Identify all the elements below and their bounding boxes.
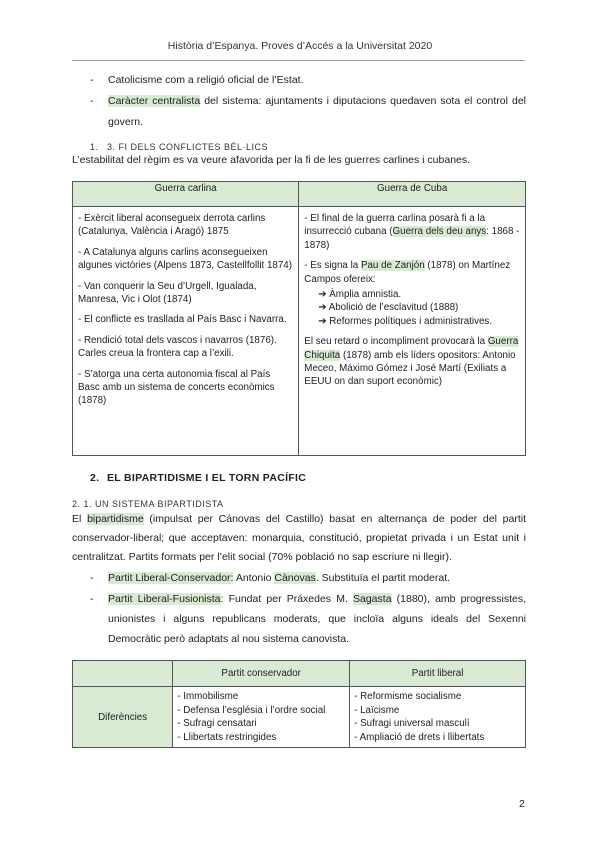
highlighted-term: Partit Liberal-Fusionista — [108, 593, 221, 605]
table-header-cuba: Guerra de Cuba — [299, 182, 526, 207]
table-paragraph: - Es signa la Pau de Zanjón (1878) on Martínez Campos ofereix: — [304, 260, 511, 285]
wars-table — [72, 181, 526, 456]
highlighted-term: Guerra Chiquita — [304, 336, 519, 361]
table-paragraph: - El final de la guerra carlina posarà fi a la insurrecció cubana (Guerra dels deu anys: 1868 - 1878) — [304, 213, 520, 251]
table-line: - Immobilisme — [177, 691, 239, 702]
table-header-carlina: Guerra carlina — [73, 182, 299, 207]
table-header-liberal: Partit liberal — [350, 661, 526, 687]
arrow-item: ➔ Abolició de l’esclavitud (1888) — [318, 302, 459, 314]
page-header: Història d’Espanya. Proves d’Accés a la Universitat 2020 — [167, 40, 433, 52]
conservador-cell — [173, 687, 350, 748]
arrow-item: ➔ Àmplia amnistia. — [318, 289, 402, 301]
section-intro: L’estabilitat del règim es va veure afavorida per la fi de les guerres carlines i cubanes. — [72, 154, 471, 166]
header-divider — [72, 60, 525, 61]
highlighted-term: bipartidisme — [87, 513, 144, 525]
table-header-empty — [73, 661, 173, 687]
highlighted-term: Partit Liberal-Conservador: — [108, 572, 234, 584]
highlighted-term: Sagasta — [353, 593, 392, 605]
table-header-conservador: Partit conservador — [173, 661, 350, 687]
table-paragraph: - Exèrcit liberal aconsegueix derrota carlins (Catalunya, València i Aragó) 1875 — [78, 213, 266, 238]
highlighted-term: Pau de Zanjón — [360, 260, 425, 272]
list-item — [90, 70, 526, 91]
arrow-icon: ➔ — [318, 315, 327, 327]
arrow-item: ➔ Reformes polítiques i administratives. — [318, 315, 493, 327]
table-paragraph: - El conflicte es trasllada al País Basc i Navarra. — [78, 314, 287, 326]
arrow-icon: ➔ — [318, 302, 327, 314]
highlighted-term: Caràcter centralista — [108, 95, 201, 107]
bullet-dash: - — [90, 74, 94, 86]
list-item: - Partit Liberal-Fusionista: Fundat per Práxedes M. Sagasta (1880), amb progressistes, unionistes i alguns republicans moderats, que incloïa alguns ideals del Sexenni Democràtic però adaptats al nou sistema canovista. — [90, 589, 526, 649]
liberal-cell — [350, 687, 526, 748]
table-line: - Defensa l’església i l’ordre social — [177, 704, 326, 716]
table-paragraph: - S’atorga una certa autonomia fiscal al País Basc amb un sistema de concerts econòmics (1878) — [78, 368, 275, 407]
table-line: - Laïcisme — [354, 704, 400, 716]
table-paragraph: El seu retard o incompliment provocarà la Guerra Chiquita (1878) amb els líders opositors: Antonio Meceo, Máximo Gómez i José Martí (Exiliats a EEUU on dan suport econòmic) — [304, 336, 519, 388]
section-number: 1. — [90, 142, 99, 152]
page-number: 2 — [519, 798, 525, 810]
arrow-icon: ➔ — [318, 289, 327, 301]
table-line: - Sufragi universal masculí — [354, 718, 470, 729]
highlighted-term: Cànovas — [274, 572, 316, 584]
bullet-text: Catolicisme com a religió oficial de l’Estat. — [108, 74, 304, 86]
list-item: - Partit Liberal-Conservador: Antonio Cànovas. Substituïa el partit moderat. — [90, 568, 526, 588]
cuba-cell — [299, 207, 526, 456]
list-item — [90, 91, 526, 133]
highlighted-term: Guerra dels deu anys — [392, 226, 487, 238]
top-bullet-list — [90, 70, 526, 133]
bullet-dash: - — [90, 95, 94, 107]
section-title: 3. FI DELS CONFLICTES BÈL·LICS — [107, 142, 269, 152]
parties-table — [72, 660, 526, 748]
subsection-title: 2. 1. UN SISTEMA BIPARTIDISTA — [72, 499, 224, 509]
table-line: - Llibertats restringides — [177, 731, 277, 743]
bullet-text: del sistema: ajuntaments i diputacions quedaven sota el control del govern. — [108, 95, 526, 128]
section-number: 2. — [90, 472, 100, 484]
table-paragraph: - A Catalunya alguns carlins aconsegueixen algunes victòries (Alpens 1873, Castellfollit 1874) — [78, 246, 293, 272]
bipartidisme-paragraph: El bipartidisme (impulsat per Cánovas del Castillo) basat en alternança de poder del partit conservador-liberal; que acceptaven: monarquia, constitució, propietat privada i un Estat unit i centralitzat. Partits formats per l’elit social (70% població no sap escriure ni llegir). — [72, 513, 526, 563]
bullet-dash: - — [90, 572, 94, 584]
table-line: - Ampliació de drets i llibertats — [354, 731, 485, 743]
table-line: - Sufragi censatari — [177, 718, 257, 729]
parties-list — [90, 568, 526, 649]
table-paragraph: - Van conquerir la Seu d’Urgell, Igualada, Manresa, Vic i Olot (1874) — [78, 280, 257, 306]
row-label: Diferències — [73, 687, 173, 748]
section-heading: EL BIPARTIDISME I EL TORN PACÍFIC — [107, 472, 307, 484]
carlina-cell — [73, 207, 299, 456]
bullet-dash: - — [90, 593, 94, 605]
table-paragraph: - Rendició total dels vascos i navarros (1876). Carles creua la frontera cap a l’exili. — [78, 334, 277, 360]
table-line: - Reformisme socialisme — [354, 691, 462, 702]
